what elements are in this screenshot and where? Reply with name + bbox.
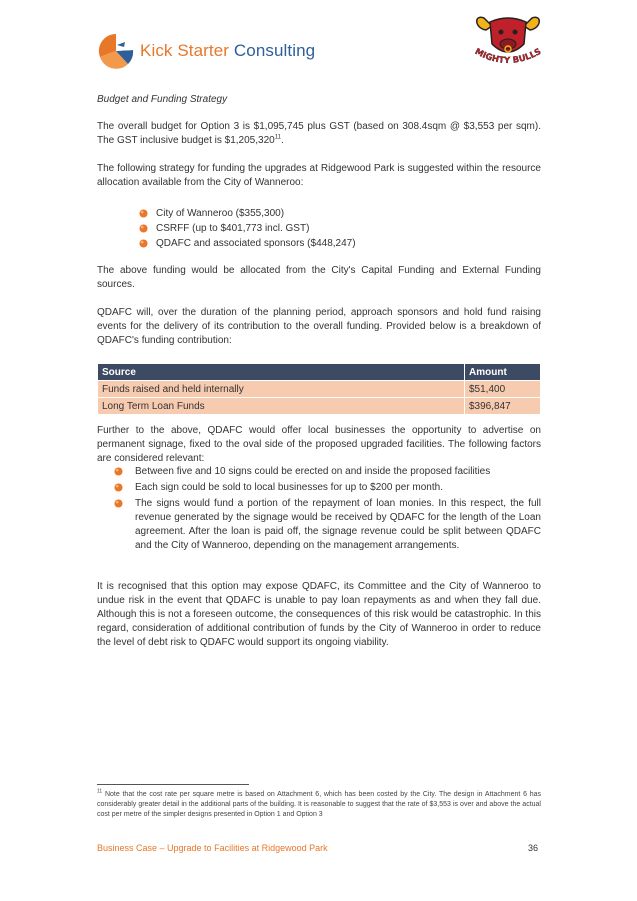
- signage-paragraph: Further to the above, QDAFC would offer local businesses the opportunity to advertise on permanent signage, fixed to the oval side of the proposed upgraded facilities. The following factors are considered relevant:: [97, 425, 541, 464]
- table-cell: Long Term Loan Funds: [98, 398, 465, 415]
- list-item: Between five and 10 signs could be erected on and inside the proposed facilities: [114, 465, 541, 479]
- signage-factors-list: [114, 465, 541, 555]
- table-row: [98, 398, 541, 415]
- list-item: The signs would fund a portion of the repayment of loan monies. In this respect, the full revenue generated by the signage would be received by QDAFC for the length of the Loan agreement. After the loan is paid off, the signage revenue could be split between QDAFC and the City of Wanneroo, depending on the management arrangements.: [114, 497, 541, 553]
- kick-starter-wordmark: Kick Starter Consulting: [140, 41, 316, 60]
- section-heading: Budget and Funding Strategy: [97, 94, 228, 105]
- footnote-divider: [97, 784, 249, 785]
- bull-head-icon: [470, 8, 546, 72]
- list-item: QDAFC and associated sponsors ($448,247): [139, 236, 356, 251]
- table-header-row: [98, 364, 541, 381]
- kick-starter-emblem-icon: [98, 33, 134, 69]
- table-row: [98, 381, 541, 398]
- budget-paragraph: The overall budget for Option 3 is $1,095,745 plus GST (based on 308.4sqm @ $3,553 per sqm). The GST inclusive budget is $1,205,320$^{11}$.: [97, 121, 541, 146]
- table-cell: Funds raised and held internally: [98, 381, 465, 398]
- table-cell: $396,847: [465, 398, 541, 415]
- risk-paragraph: It is recognised that this option may expose QDAFC, its Committee and the City of Wanneroo to undue risk in the event that QDAFC is unable to pay loan repayments as and when they fall due. Although this is not a foreseen outcome, the consequences of this risk would be catastrophic. In this regard, consideration of additional contribution of funds by the City of Wanneroo in order to reduce the level of debt risk to QDAFC would support its ongoing viability.: [97, 581, 541, 648]
- list-item: CSRFF (up to $401,773 incl. GST): [139, 221, 356, 236]
- orange-bullet-icon: [114, 483, 123, 492]
- footer-title: Business Case – Upgrade to Facilities at Ridgewood Park: [97, 843, 328, 853]
- list-item: Each sign could be sold to local businesses for up to $200 per month.: [114, 481, 541, 495]
- orange-bullet-icon: [139, 239, 148, 248]
- orange-bullet-icon: [114, 467, 123, 476]
- mighty-bulls-logo: [470, 8, 546, 77]
- column-header-amount: Amount: [465, 364, 541, 381]
- sponsors-paragraph: QDAFC will, over the duration of the planning period, approach sponsors and hold fund raising events for the delivery of its contribution to the overall funding. Provided below is a breakdown of QDAFC's funding contribution:: [97, 307, 541, 346]
- footnote-number: 11: [97, 788, 103, 795]
- orange-bullet-icon: [114, 499, 123, 508]
- funding-sources-list: [139, 206, 356, 251]
- table-cell: $51,400: [465, 381, 541, 398]
- footnote: $^{11}$ Note that the cost rate per square metre is based on Attachment 6, which has been costed by the City. The design in Attachment 6 has considerably greater detail in the additional parts of the building. It is reasonable to suggest that the rate of $3,553 is over and above the actual cost per metre of the simpler designs presented in Option 1 and Option 3: [97, 788, 541, 818]
- funding-table: [97, 363, 541, 415]
- orange-bullet-icon: [139, 224, 148, 233]
- strategy-paragraph: The following strategy for funding the upgrades at Ridgewood Park is suggested within the resource allocation available from the City of Wanneroo:: [97, 163, 541, 188]
- column-header-source: Source: [98, 364, 465, 381]
- footnote-ref[interactable]: 11: [274, 134, 281, 141]
- page-number: 36: [528, 843, 539, 853]
- orange-bullet-icon: [139, 209, 148, 218]
- list-item: City of Wanneroo ($355,300): [139, 206, 356, 221]
- kick-starter-logo: [98, 33, 315, 69]
- allocation-paragraph: The above funding would be allocated from the City's Capital Funding and External Funding sources.: [97, 265, 541, 290]
- bulls-logo-text: MIGHTY BULLS: [472, 46, 544, 67]
